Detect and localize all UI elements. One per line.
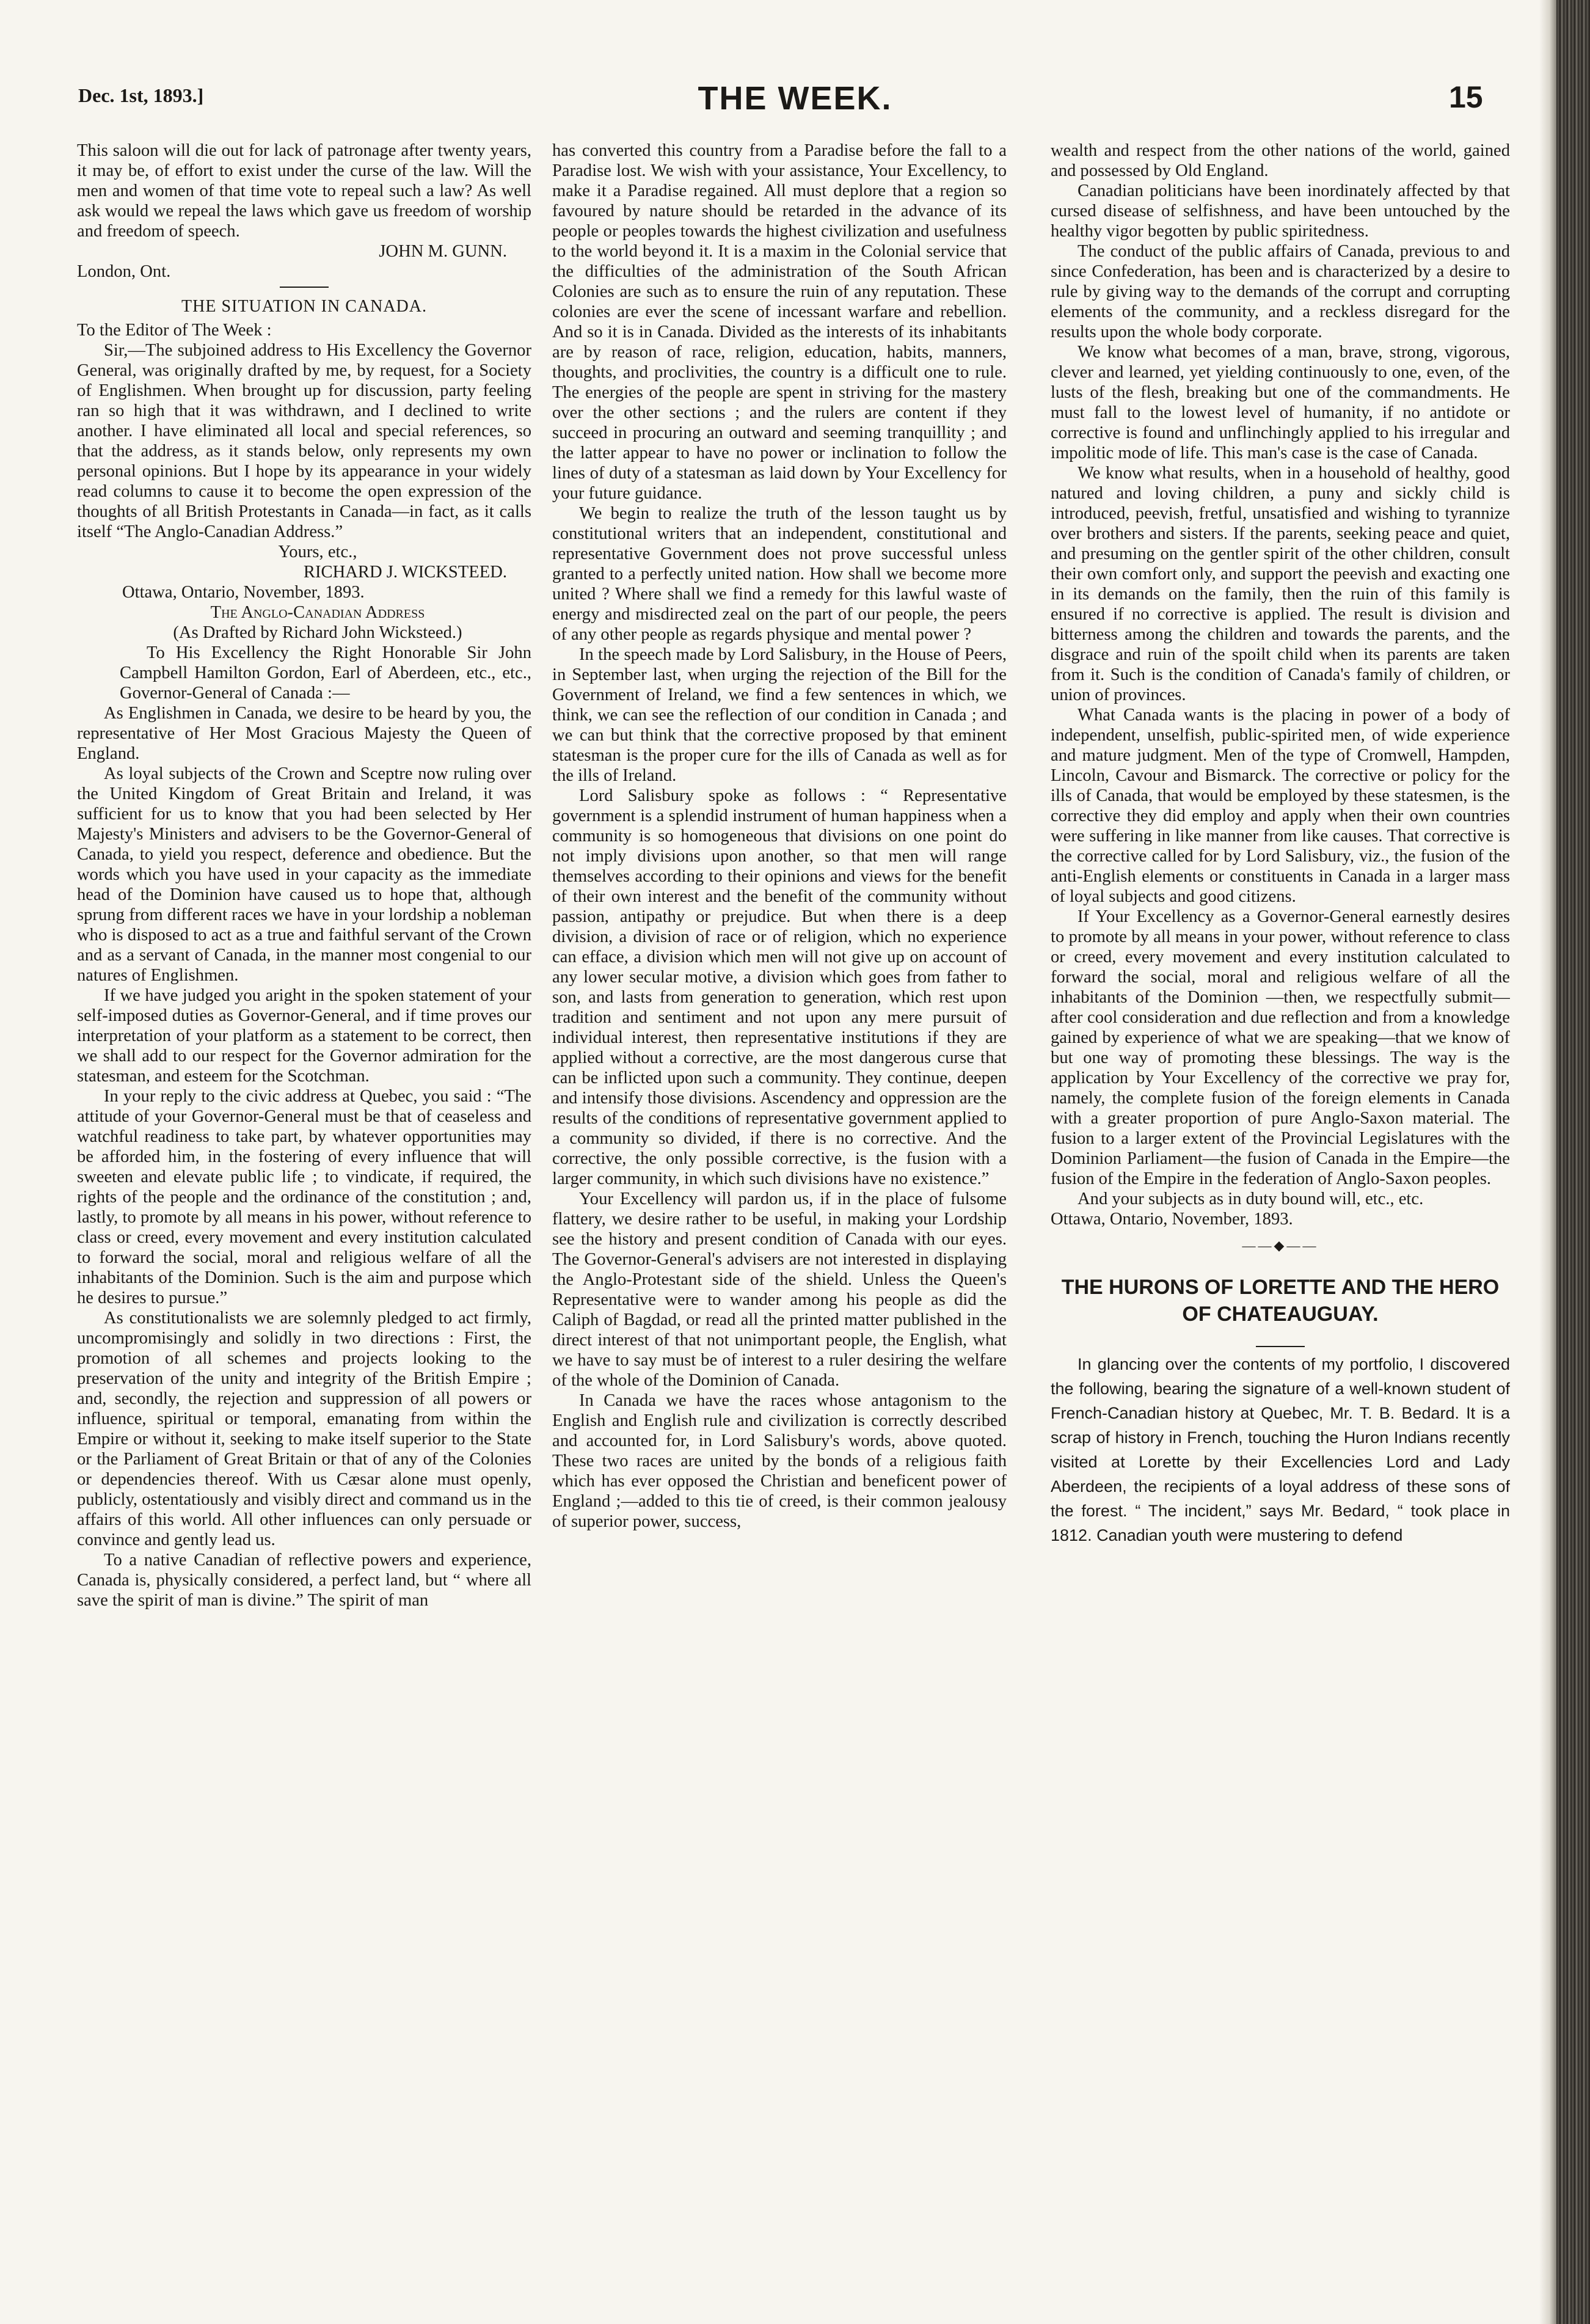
article-heading-hurons: THE HURONS OF LORETTE AND THE HERO OF CHATEAUGUAY.	[1061, 1276, 1500, 1326]
address-paragraph: Your Excellency will pardon us, if in the place of fulsome flattery, we desire rather to be useful, in making your Lordship see the history and present condition of Canada with our eyes. The Governor-General's advisers are not interested in displaying the Anglo-Protestant side of the shield. Unless the Queen's Representative were to wander among his people as did the Caliph of Bagdad, or read all the printed matter published in the direct interest of that not unimportant people, the English, what we have to say must be of interest to a ruler desiring the welfare of the whole of the Dominion of Canada.	[552, 1189, 1007, 1390]
place-ottawa: Ottawa, Ontario, November, 1893.	[122, 583, 365, 602]
divider	[280, 287, 329, 288]
address-paragraph: If we have judged you aright in the spoken statement of your self-imposed duties as Governor-General, and if time proves our interpretation of your platform as a statement to be correct, then we shall add to our respect for the Governor admiration for the statesman, and esteem for the Scotchman.	[77, 986, 531, 1086]
address-paragraph: We know what becomes of a man, brave, strong, vigorous, clever and learned, yet yielding continuously to one, even, of the lusts of the flesh, breaking but one of the commandments. He must fall to the lowest level of humanity, if no antidote or corrective is found and unflinchingly applied to his irregular and impolitic mode of life. This man's case is the case of Canada.	[1051, 343, 1510, 462]
signature-gunn: JOHN M. GUNN.	[379, 242, 507, 261]
address-paragraph: In the speech made by Lord Salisbury, in the House of Peers, in September last, when urging the rejection of the Bill for the Government of Ireland, we find a few sentences in which, we think, we can see the reflection of our condition in Canada ; and we can but think that the corrective proposed by that eminent statesman is the proper cure for the ills of Canada as well as for the ills of Ireland.	[552, 645, 1007, 785]
address-paragraph: We begin to realize the truth of the lesson taught us by constitutional writers that an independent, constitutional and representative Government does not prove successful unless granted to a perfectly united nation. How shall we become more united ? Where shall we find a remedy for this lawful waste of energy and misdirected zeal on the part of our people, the peers of any other people as regards physique and mental power ?	[552, 504, 1007, 644]
address-closing: And your subjects as in duty bound will, etc., etc.	[1078, 1189, 1424, 1208]
address-paragraph: As Englishmen in Canada, we desire to be heard by you, the representative of Her Most Gracious Majesty the Queen of England.	[77, 704, 531, 763]
closing: Yours, etc.,	[278, 543, 357, 561]
salutation: To the Editor of The Week :	[77, 321, 272, 340]
address-title: The Anglo-Canadian Address	[210, 603, 425, 622]
address-note: (As Drafted by Richard John Wicksteed.)	[173, 623, 462, 642]
hurons-paragraph: In glancing over the contents of my portfolio, I discovered the following, bearing the signature of a well-known student of French-Canadian history at Quebec, Mr. T. B. Bedard. It is a scrap of history in French, touching the Huron Indians recently visited at Lorette by their Excellencies Lord and Lady Aberdeen, the recipients of a loyal address of these sons of the forest. “ The incident,” says Mr. Bedard, “ took place in 1812. Canadian youth were mustering to defend	[1051, 1355, 1510, 1544]
addressee: To His Excellency the Right Honorable Sir John Campbell Hamilton Gordon, Earl of Aberdeen, etc., etc., Governor-General of Canada :—	[120, 643, 531, 703]
address-paragraph: We know what results, when in a household of healthy, good natured and loving children, a puny and sickly child is introduced, peevish, fretful, unsatisfied and wishing to tyrannize over brothers and sisters. If the parents, seeking peace and quiet, and presuming on the gentler spirit of the other children, consult their own comfort only, and support the peevish and exacting one in its demands on the family, then the ruin of this family is ensured if no corrective is applied. The result is division and bitterness among the children and towards the parents, and the disgrace and ruin of the spoilt child when its parents are taken from it. Such is the condition of Canada's family of children, or union of provinces.	[1051, 464, 1510, 704]
binding-shadow	[1539, 0, 1556, 2324]
address-paragraph: What Canada wants is the placing in power of a body of independent, unselfish, public-spirited men, of wide experience and mature judgment. Men of the type of Cromwell, Hampden, Lincoln, Cavour and Bismarck. The corrective or policy for the ills of Canada, that would be employed by these statesmen, is the corrective they did employ and apply when their own countries were suffering in like manner from like causes. That corrective is the corrective called for by Lord Salisbury, viz., the fusion of the anti-English elements or constituents in Canada in a larger mass of loyal subjects and good citizens.	[1051, 706, 1510, 906]
address-paragraph: In your reply to the civic address at Quebec, you said : “The attitude of your Governor-General must be that of ceaseless and watchful readiness to take part, by whatever opportunities may be afforded him, in the fostering of every influence that will sweeten and elevate public life ; to vindicate, if required, the rights of the people and the ordinance of the constitution ; and, lastly, to promote by all means in his power, without reference to class or creed, every movement and every institution calculated to forward the social, moral and religious welfare of all the inhabitants of the Dominion. Such is the aim and purpose which he desires to pursue.”	[77, 1087, 531, 1307]
page-header	[0, 79, 1590, 122]
column-2	[552, 141, 1007, 2315]
place-ottawa-address: Ottawa, Ontario, November, 1893.	[1051, 1210, 1293, 1229]
column-3	[1051, 141, 1510, 2315]
article-heading-situation: THE SITUATION IN CANADA.	[181, 297, 427, 316]
page-number: 15	[1449, 80, 1483, 114]
issue-date: Dec. 1st, 1893.]	[78, 84, 204, 106]
section-ornament: ——◆——	[1242, 1238, 1319, 1253]
address-paragraph: Canadian politicians have been inordinately affected by that cursed disease of selfishness, and have been untouched by the healthy vigor begotten by public spiritedness.	[1051, 181, 1510, 241]
salisbury-quote: Lord Salisbury spoke as follows : “ Representative government is a splendid instrument of human happiness when a community is so homogeneous that divisions on one point do not imply divisions upon another, so that men will range themselves according to their opinions and views for the benefit of their own interest and the benefit of the community without passion, antipathy or prejudice. But when there is a deep division, a division of race or of religion, which no experience can efface, a division which men will not give up on account of any lower secular motive, a division which goes from father to son, and lasts from generation to generation, which rest upon tradition and sentiment and not upon any mere pursuit of individual interest, then representative institutions if they are applied without a corrective, are the most dangerous curse that can be inflicted upon such a community. They continue, deepen and intensify those divisions. Ascendency and oppression are the results of the conditions of representative government applied to a community so divided, if there is no corrective. And the corrective, the only possible corrective, is the fusion with a larger community, in which such divisions have no existence.”	[552, 786, 1007, 1188]
column-1	[77, 141, 531, 2315]
place-london: London, Ont.	[77, 262, 171, 281]
book-spine	[1556, 0, 1590, 2324]
letter-paragraph: Sir,—The subjoined address to His Excellency the Governor General, was originally drafted by me, by request, for a Society of Englishmen. When brought up for discussion, party feeling ran so high that it was withdrawn, and I declined to write another. I have eliminated all local and special references, so that the address, as it stands below, only represents my own personal opinions. But I hope by its appearance in your widely read columns to cause it to become the open expression of the thoughts of all British Protestants in Canada—in fact, as it calls itself “The Anglo-Canadian Address.”	[77, 341, 531, 541]
publication-title: THE WEEK.	[698, 80, 892, 117]
divider	[1256, 1346, 1305, 1347]
address-paragraph: As loyal subjects of the Crown and Sceptre now ruling over the United Kingdom of Great Britain and Ireland, it was sufficient for us to know that you had been selected by Her Majesty's Ministers and advisers to be the Governor-General of Canada, to yield you respect, deference and obedience. But the words which you have used in your capacity as the immediate head of the Dominion have caused us to hope that, although sprung from different races we have in your lordship a nobleman who is disposed to act as a true and faithful servant of the Crown and as a servant of Canada, in the manner most congenial to our natures of Englishmen.	[77, 764, 531, 985]
gunn-letter-conclusion: This saloon will die out for lack of patronage after twenty years, it may be, of effort to exist under the curse of the law. Will the men and women of that time vote to repeal such a law? As well ask would we repeal the laws which gave us freedom of worship and freedom of speech.	[77, 141, 531, 241]
address-paragraph: As constitutionalists we are solemnly pledged to act firmly, uncompromisingly and solidly in two directions : First, the promotion of all schemes and projects looking to the preservation of the unity and integrity of the British Empire ; and, secondly, the rejection and suppression of all powers or influence, spiritual or temporal, emanating from within the Empire or without it, seeking to make itself superior to the State or the Parliament of Great Britain or that of any of the Colonies or dependencies thereof. With us Cæsar alone must openly, publicly, ostentatiously and visibly direct and command us in the affairs of this world. All other influences can only persuade or convince and gently lead us.	[77, 1309, 531, 1549]
address-paragraph: In Canada we have the races whose antagonism to the English and English rule and civilization is correctly described and accounted for, in Lord Salisbury's words, above quoted. These two races are united by the bonds of a religious faith which has ever opposed the Christian and beneficent power of England ;—added to this tie of creed, is their common jealousy of superior power, success,	[552, 1391, 1007, 1531]
address-paragraph: To a native Canadian of reflective powers and experience, Canada is, physically considered, a perfect land, but “ where all save the spirit of man is divine.” The spirit of man	[77, 1551, 531, 1610]
address-paragraph: wealth and respect from the other nations of the world, gained and possessed by Old England.	[1051, 141, 1510, 180]
address-paragraph: has converted this country from a Paradise before the fall to a Paradise lost. We wish with your assistance, Your Excellency, to make it a Paradise regained. All must deplore that a region so favoured by nature should be retarded in the advance of its people or peoples towards the highest civilization and usefulness to the world beyond it. It is a maxim in the Colonial service that the difficulties of the administration of the South African Colonies are such as to ensure the ruin of any reputation. These colonies are ever the scene of incessant warfare and rebellion. And so it is in Canada. Divided as the interests of its inhabitants are by reason of race, religion, education, habits, manners, thoughts, and proclivities, the country is a difficult one to rule. The energies of the people are spent in striving for the mastery over the other sections ; and the rulers are content if they succeed in procuring an outward and seeming tranquillity ; and the latter appear to have no power or inclination to follow the lines of duty of a statesman as laid down by Your Excellency for your future guidance.	[552, 141, 1007, 503]
address-paragraph: If Your Excellency as a Governor-General earnestly desires to promote by all means in your power, without reference to class or creed, every movement and every institution calculated to forward the social, moral and religious welfare of all the inhabitants of the Dominion —then, we respectfully submit—after cool consideration and due reflection and from a knowledge gained by experience of what we are speaking—that we know of but one way of promoting these blessings. The way is the application by Your Excellency of the corrective we pray for, namely, the complete fusion of the foreign elements in Canada with a greater proportion of pure Anglo-Saxon material. The fusion to a larger extent of the Provincial Legislatures with the Dominion Parliament—the fusion of Canada in the Empire—the fusion of the Empire in the federation of Anglo-Saxon peoples.	[1051, 907, 1510, 1188]
signature-wicksteed: RICHARD J. WICKSTEED.	[303, 563, 507, 582]
address-paragraph: The conduct of the public affairs of Canada, previous to and since Confederation, has been and is characterized by a desire to rule by giving way to the demands of the corrupt and corrupting elements of the community, and a reckless disregard for the results upon the whole body corporate.	[1051, 242, 1510, 342]
